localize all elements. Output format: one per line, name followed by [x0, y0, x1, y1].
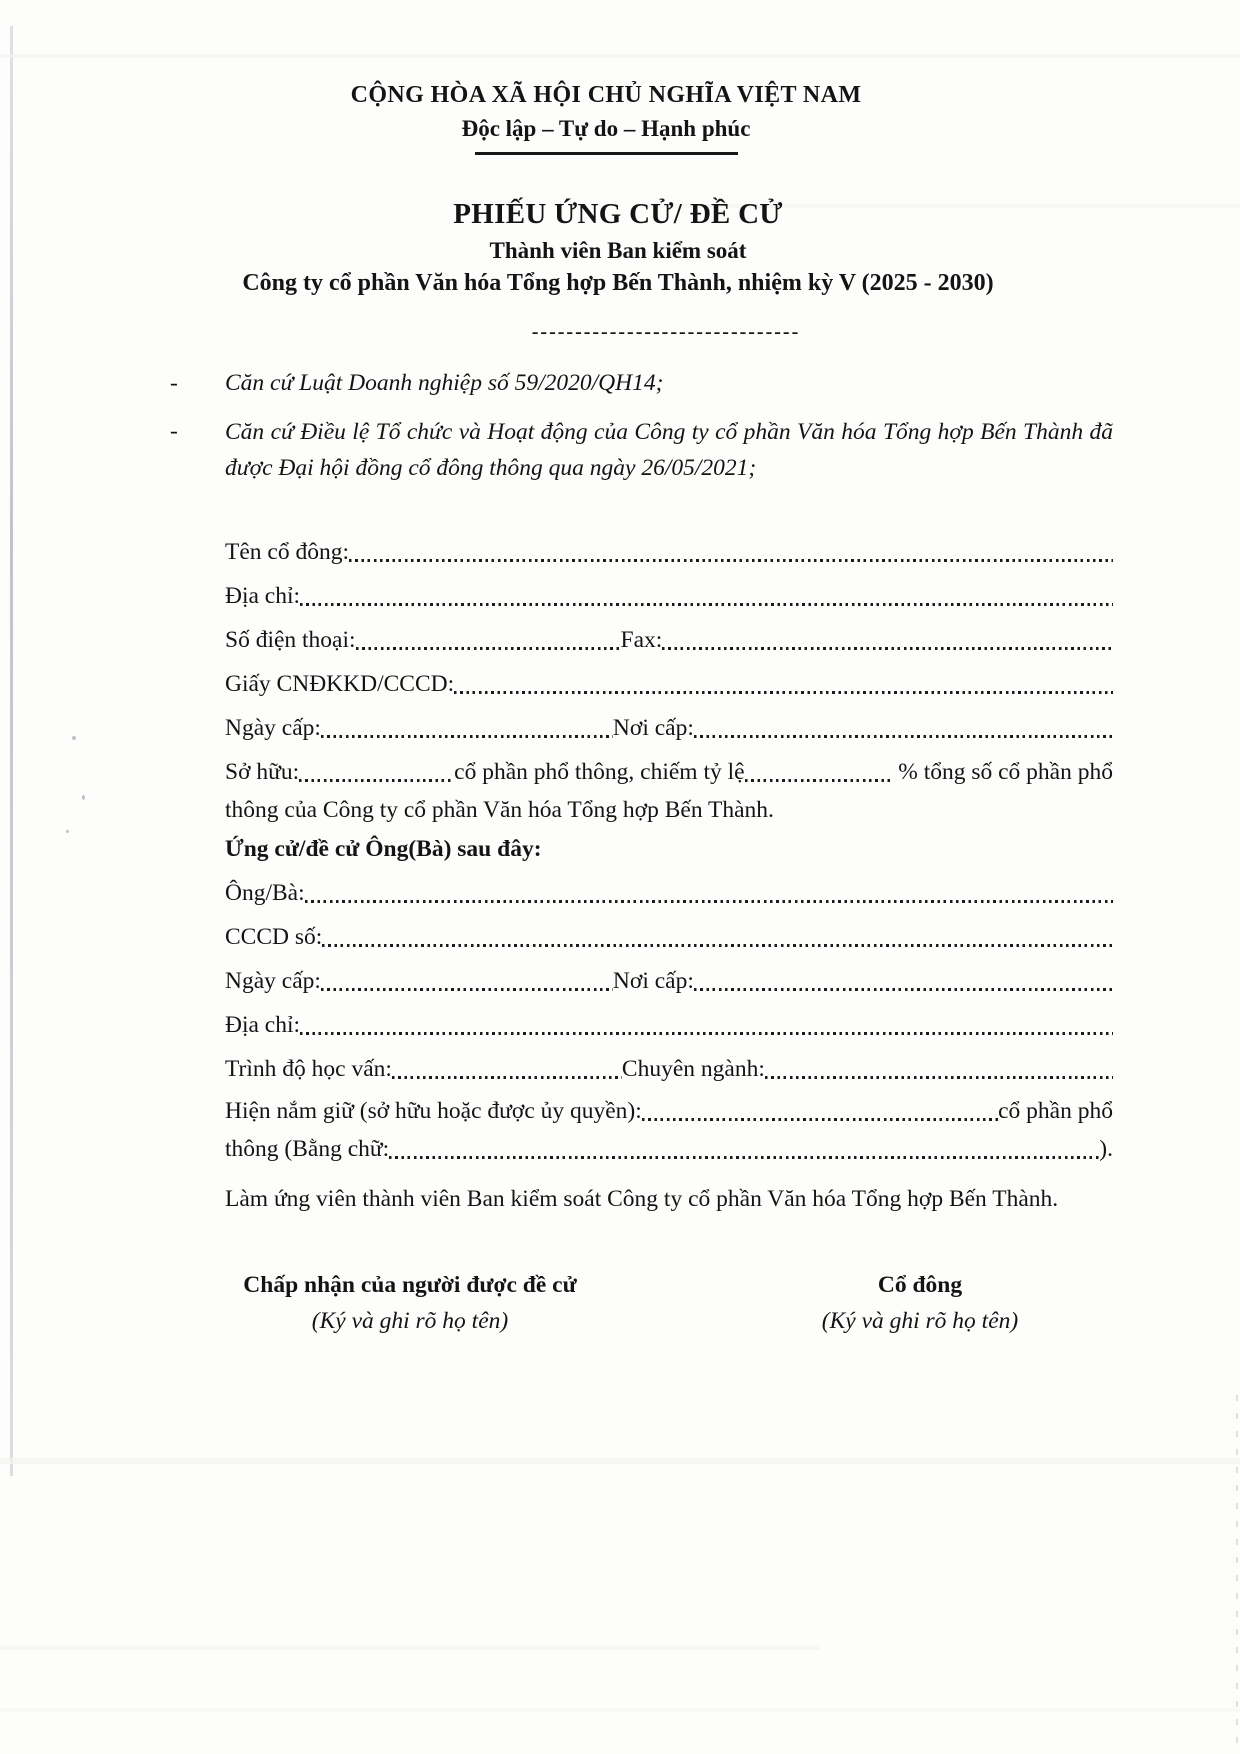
preamble-item-charter [170, 414, 1113, 486]
national-header [0, 0, 1226, 155]
dotted-field-candidate-cccd [322, 944, 1113, 947]
candidate-section-heading: Ứng cử/đề cử Ông(Bà) sau đây: [225, 836, 542, 862]
shareholder-address-label: Địa chỉ: [225, 583, 301, 609]
field-shareholder-id [225, 668, 1113, 701]
dotted-field-shareholder-address [300, 603, 1113, 606]
scan-edge-artifact [1236, 1395, 1238, 1754]
field-candidate-address [225, 1009, 1113, 1042]
signature-block-shareholder [755, 1270, 1085, 1336]
candidate-cccd-label: CCCD số: [225, 924, 323, 950]
nominee-acceptance-title: Chấp nhận của người được đề cử [243, 1272, 577, 1298]
dotted-field-candidate-address [300, 1032, 1113, 1035]
shareholder-own-label: Sở hữu: [225, 759, 300, 785]
dotted-field-shareholder-phone [356, 647, 621, 650]
candidate-holding-label: Hiện nắm giữ (sở hữu hoặc được ủy quyền): [225, 1098, 642, 1124]
dotted-field-candidate-major [765, 1076, 1113, 1079]
title-dashed-divider: ------------------------------- [531, 321, 801, 343]
field-shareholder-address [225, 580, 1113, 613]
shareholder-own-mid-text: cổ phần phổ thông, chiếm tỷ lệ [454, 759, 745, 785]
shareholder-own-wrap-text: thông của Công ty cổ phần Văn hóa Tổng hợp Bến Thành. [225, 797, 774, 823]
national-header-motto: Độc lập – Tự do – Hạnh phúc [461, 116, 751, 141]
dotted-field-shareholder-name [349, 559, 1113, 562]
candidate-issue-date-label: Ngày cấp: [225, 968, 321, 994]
national-header-country: CỘNG HÒA XÃ HỘI CHỦ NGHĨA VIỆT NAM [350, 82, 862, 108]
scan-speck [66, 830, 69, 833]
dotted-field-shareholder-issue-date [321, 735, 613, 738]
shareholder-sign-note: (Ký và ghi rõ họ tên) [821, 1308, 1019, 1334]
form-body [225, 536, 1113, 1218]
dotted-field-candidate-education [392, 1076, 622, 1079]
dotted-field-shareholder-issue-place [694, 735, 1113, 738]
shareholder-issue-place-label: Nơi cấp: [612, 715, 694, 741]
field-candidate-issue [225, 965, 1113, 998]
candidate-name-label: Ông/Bà: [225, 880, 305, 906]
dotted-field-candidate-holding-words [389, 1156, 1099, 1159]
field-shareholder-name [225, 536, 1113, 569]
document-subtitle-board: Thành viên Ban kiểm soát [489, 238, 747, 263]
preamble-item-law-text: Căn cứ Luật Doanh nghiệp số 59/2020/QH14; [225, 370, 664, 396]
shareholder-issue-date-label: Ngày cấp: [225, 715, 321, 741]
scan-artifact-band [0, 1708, 1240, 1712]
closing-statement: Làm ứng viên thành viên Ban kiểm soát Công ty cổ phần Văn hóa Tổng hợp Bến Thành. [225, 1186, 1059, 1212]
candidate-major-label: Chuyên ngành: [621, 1056, 765, 1082]
field-candidate-holding-words [225, 1133, 1113, 1166]
dotted-field-shareholder-fax [662, 647, 1113, 650]
field-candidate-holding [225, 1095, 1113, 1128]
field-candidate-cccd [225, 921, 1113, 954]
motto-underline [475, 152, 738, 155]
scan-artifact-band [0, 1458, 1240, 1464]
candidate-holding-wrap-suffix: ). [1099, 1136, 1113, 1162]
preamble-item-charter-text: Căn cứ Điều lệ Tổ chức và Hoạt động của Công ty cổ phần Văn hóa Tổng hợp Bến Thành đã được Đại hội đồng cổ đông thông qua ngày 26/05/2021; [225, 419, 1113, 481]
candidate-holding-wrap-prefix: thông (Bằng chữ: [225, 1136, 390, 1162]
field-shareholder-issue [225, 712, 1113, 745]
shareholder-name-label: Tên cổ đông: [225, 539, 349, 565]
shareholder-phone-label: Số điện thoại: [225, 627, 356, 653]
field-candidate-name [225, 877, 1113, 910]
document-title: PHIẾU ỨNG CỬ/ ĐỀ CỬ [453, 198, 783, 230]
scan-speck [82, 795, 85, 800]
dotted-field-candidate-holding [642, 1118, 998, 1121]
bullet-dash: - [170, 418, 178, 444]
candidate-address-label: Địa chỉ: [225, 1012, 301, 1038]
candidate-holding-tail-text: cổ phần phổ [998, 1098, 1113, 1124]
preamble-item-law [170, 366, 1113, 400]
shareholder-own-tail-text: % tổng số cổ phần phổ [898, 759, 1113, 785]
field-candidate-education [225, 1053, 1113, 1086]
candidate-issue-place-label: Nơi cấp: [612, 968, 694, 994]
document-subtitle-company: Công ty cổ phần Văn hóa Tổng hợp Bến Thành, nhiệm kỳ V (2025 - 2030) [242, 270, 994, 296]
signature-section [0, 1270, 1240, 1336]
dotted-field-shares-percent [745, 779, 893, 782]
field-shareholder-ownership [225, 756, 1113, 789]
nominee-sign-note: (Ký và ghi rõ họ tên) [311, 1308, 509, 1334]
document-title-block [0, 197, 1238, 342]
shareholder-id-label: Giấy CNĐKKD/CCCD: [225, 671, 455, 697]
dotted-field-candidate-name [305, 900, 1113, 903]
dotted-field-candidate-issue-place [694, 988, 1113, 991]
scan-artifact-band [0, 1645, 820, 1650]
candidate-education-label: Trình độ học vấn: [225, 1056, 392, 1082]
dotted-field-shares-count [299, 779, 454, 782]
legal-preamble [170, 366, 1113, 486]
dotted-field-shareholder-id [454, 691, 1113, 694]
bullet-dash: - [170, 370, 178, 396]
signature-block-nominee [170, 1270, 650, 1336]
shareholder-fax-label: Fax: [620, 627, 663, 653]
dotted-field-candidate-issue-date [321, 988, 613, 991]
shareholder-title: Cổ đông [877, 1272, 963, 1298]
field-shareholder-phone-fax [225, 624, 1113, 657]
scan-speck [72, 736, 76, 740]
